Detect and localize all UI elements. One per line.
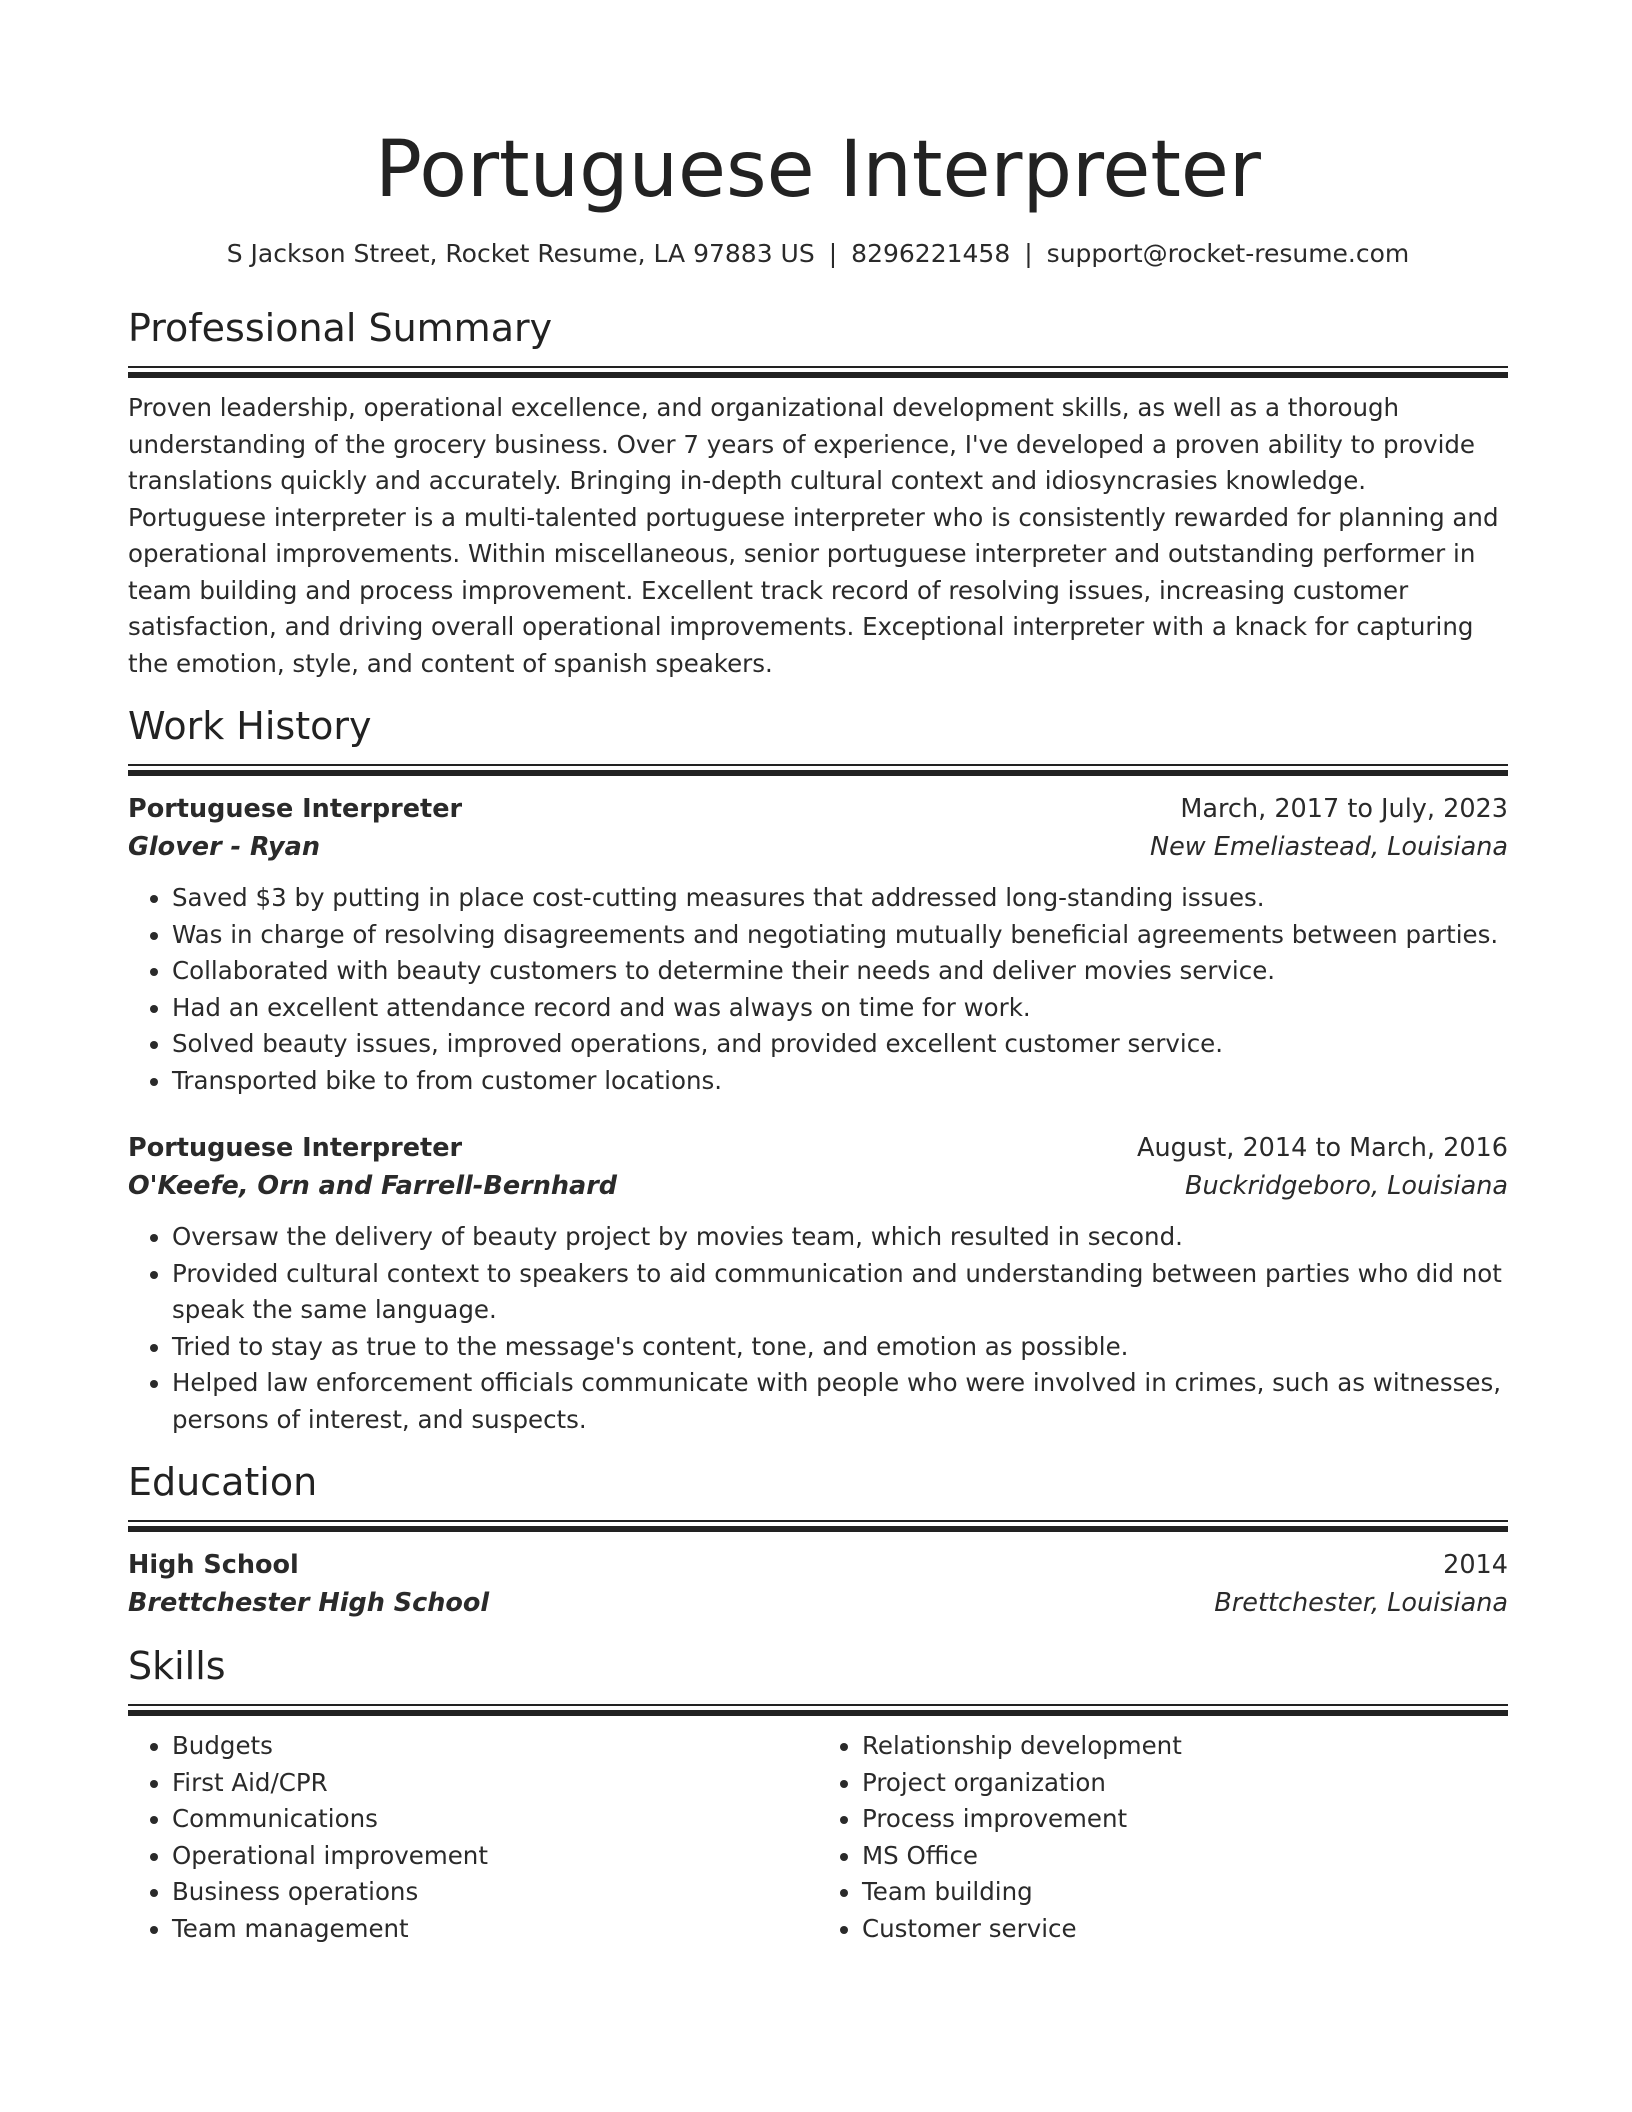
skill-item: • Operational improvement <box>172 1838 818 1875</box>
section-divider <box>128 366 1508 378</box>
job-subheader <box>128 828 1508 866</box>
section-title-work: Work History <box>128 704 372 748</box>
list-item: • Helped law enforcement officials communicate with people who were involved in crimes, such as witnesses, persons of interest, and suspects. <box>172 1365 1508 1438</box>
job-bullets <box>128 880 1508 1099</box>
list-item: • Tried to stay as true to the message's content, tone, and emotion as possible. <box>172 1329 1508 1366</box>
contact-separator: | <box>1024 239 1033 268</box>
skill-item: • Communications <box>172 1801 818 1838</box>
job-location: Buckridgeboro, Louisiana <box>1185 1171 1508 1201</box>
education-degree: High School <box>128 1550 299 1580</box>
job-location: New Emeliastead, Louisiana <box>1150 832 1508 862</box>
job-company: O'Keefe, Orn and Farrell-Bernhard <box>128 1171 618 1201</box>
skill-item: • Budgets <box>172 1728 818 1765</box>
job-dates: March, 2017 to July, 2023 <box>1180 794 1508 824</box>
resume-name: Portuguese Interpreter <box>375 125 1261 215</box>
contact-phone: 8296221458 <box>851 239 1011 268</box>
skill-item: • Relationship development <box>862 1728 1508 1765</box>
summary-section <box>128 302 1508 682</box>
list-item: • Oversaw the delivery of beauty project by movies team, which resulted in second. <box>172 1219 1508 1256</box>
section-title-summary: Professional Summary <box>128 306 553 350</box>
job-header <box>128 1129 1508 1167</box>
job-subheader <box>128 1167 1508 1205</box>
education-entry <box>128 1546 1508 1622</box>
contact-email[interactable]: support@rocket-resume.com <box>1046 239 1410 268</box>
list-item: • Solved beauty issues, improved operations, and provided excellent customer service. <box>172 1026 1508 1063</box>
section-title-education: Education <box>128 1460 318 1504</box>
job-dates: August, 2014 to March, 2016 <box>1137 1133 1508 1163</box>
job-title: Portuguese Interpreter <box>128 1133 463 1163</box>
section-title-skills: Skills <box>128 1644 226 1688</box>
education-subheader <box>128 1584 1508 1622</box>
section-divider <box>128 764 1508 776</box>
skills-column-right <box>818 1728 1508 1947</box>
resume-page <box>128 118 1508 1947</box>
section-divider <box>128 1704 1508 1716</box>
skills-section <box>128 1640 1508 1947</box>
work-section <box>128 700 1508 1438</box>
job-header <box>128 790 1508 828</box>
list-item: • Had an excellent attendance record and was always on time for work. <box>172 990 1508 1027</box>
skill-item: • Team management <box>172 1911 818 1948</box>
job-bullets <box>128 1219 1508 1438</box>
contact-address: S Jackson Street, Rocket Resume, LA 97883 US <box>226 239 815 268</box>
list-item: • Was in charge of resolving disagreements and negotiating mutually beneficial agreements between parties. <box>172 917 1508 954</box>
skills-grid <box>128 1728 1508 1947</box>
education-school: Brettchester High School <box>128 1588 490 1618</box>
skill-item: • Process improvement <box>862 1801 1508 1838</box>
job-title: Portuguese Interpreter <box>128 794 463 824</box>
list-item: • Provided cultural context to speakers to aid communication and understanding between parties who did not speak the same language. <box>172 1256 1508 1329</box>
education-header <box>128 1546 1508 1584</box>
job-company: Glover - Ryan <box>128 832 321 862</box>
section-divider <box>128 1520 1508 1532</box>
skill-item: • Project organization <box>862 1765 1508 1802</box>
education-section <box>128 1456 1508 1622</box>
list-item: • Collaborated with beauty customers to determine their needs and deliver movies service. <box>172 953 1508 990</box>
skills-column-left <box>128 1728 818 1947</box>
education-year: 2014 <box>1443 1550 1508 1580</box>
list-item: • Transported bike to from customer locations. <box>172 1063 1508 1100</box>
skill-item: • Business operations <box>172 1874 818 1911</box>
list-item: • Saved $3 by putting in place cost-cutting measures that addressed long-standing issues. <box>172 880 1508 917</box>
summary-text: Proven leadership, operational excellence, and organizational development skills, as well as a thorough understanding of the grocery business. Over 7 years of experience, I've developed a proven ability to provide translations quickly and accurately. Bringing in-depth cultural context and idiosyncrasies knowledge. Portuguese interpreter is a multi-talented portuguese interpreter who is consistently rewarded for planning and operational improvements. Within miscellaneous, senior portuguese interpreter and outstanding performer in team building and process improvement. Excellent track record of resolving issues, increasing customer satisfaction, and driving overall operational improvements. Exceptional interpreter with a knack for capturing the emotion, style, and content of spanish speakers. <box>128 393 1499 678</box>
job-entry <box>128 1129 1508 1438</box>
contact-separator: | <box>828 239 838 268</box>
job-entry <box>128 790 1508 1099</box>
skill-item: • Customer service <box>862 1911 1508 1948</box>
skill-item: • First Aid/CPR <box>172 1765 818 1802</box>
skill-item: • MS Office <box>862 1838 1508 1875</box>
education-location: Brettchester, Louisiana <box>1214 1588 1508 1618</box>
contact-line <box>128 236 1508 272</box>
skill-item: • Team building <box>862 1874 1508 1911</box>
